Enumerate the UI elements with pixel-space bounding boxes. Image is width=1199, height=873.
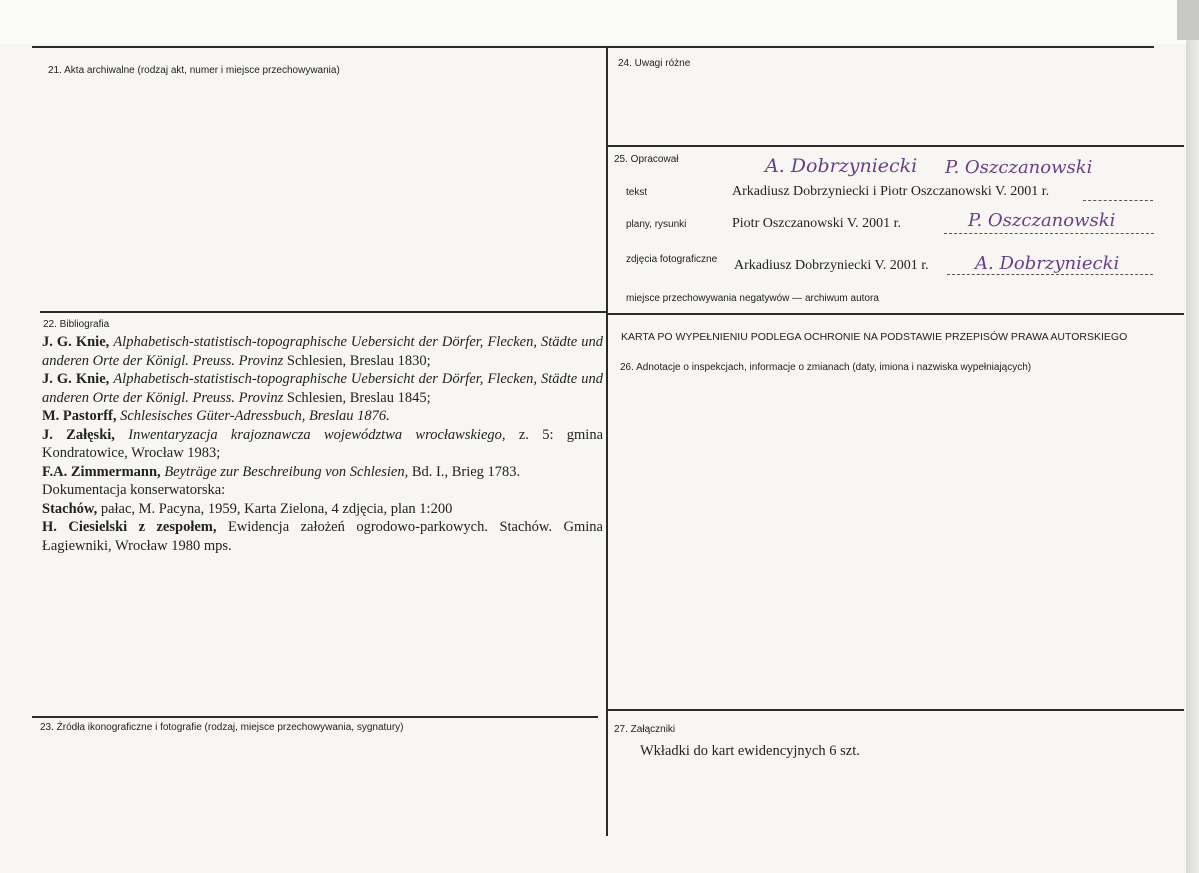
section-26-label: 26. Adnotacje o inspekcjach, informacje o zmianach (daty, imiona i nazwiska wypełniających) (620, 362, 1032, 373)
card-right-edge (1186, 0, 1199, 873)
section-22-label: 22. Bibliografia (43, 319, 110, 330)
column-divider (606, 46, 608, 836)
signature-oszczanowski: P. Oszczanowski (945, 157, 1093, 178)
rule-22-23 (32, 716, 598, 718)
section-25-label: 25. Opracował (614, 154, 679, 165)
rule-21-22 (40, 311, 606, 313)
bibliography-text (42, 333, 603, 555)
plany-dotted-line (944, 233, 1154, 234)
bibliography-entry: M. Pastorff, Schlesisches Güter-Adressbuch, Breslau 1876. (42, 408, 390, 424)
bibliography-entry: J. Załęski, Inwentaryzacja krajoznawcza województwa wrocławskiego, z. 5: gmina Kondratowice, Wrocław 1983; (42, 426, 604, 461)
copyright-notice: KARTA PO WYPEŁNIENIU PODLEGA OCHRONIE NA PODSTAWIE PRZEPISÓW PRAWA AUTORSKIEGO (621, 331, 1128, 343)
bibliography-entry: Dokumentacja konserwatorska: (42, 482, 226, 498)
plany-value: Piotr Oszczanowski V. 2001 r. (732, 216, 902, 231)
section-21-label: 21. Akta archiwalne (rodzaj akt, numer i miejsce przechowywania) (48, 65, 340, 76)
zdjecia-label: zdjęcia fotograficzne (626, 254, 718, 265)
section-23-label: 23. Źródła ikonograficzne i fotografie (rodzaj, miejsce przechowywania, sygnatury) (40, 722, 404, 733)
rule-26-27 (606, 709, 1184, 711)
signature-oszczanowski-2: P. Oszczanowski (968, 210, 1116, 231)
signature-dobrzyniecki-2: A. Dobrzyniecki (975, 253, 1120, 274)
signature-dobrzyniecki: A. Dobrzyniecki (765, 155, 918, 177)
bibliography-entry: H. Ciesielski z zespołem, Ewidencja założeń ogrodowo-parkowych. Stachów. Gmina Łagiewniki, Wrocław 1980 mps. (42, 519, 603, 554)
tekst-value: Arkadiusz Dobrzyniecki i Piotr Oszczanowski V. 2001 r. (732, 184, 1050, 199)
section-27-label: 27. Załączniki (614, 724, 676, 735)
rule-25-26 (606, 313, 1184, 315)
bibliography-entry: J. G. Knie, Alphabetisch-statistisch-topographische Uebersicht der Dörfer, Flecken, Städte und anderen Orte der Königl. Preuss. Provinz Schlesien, Breslau 1830; (42, 334, 604, 369)
section-24-label: 24. Uwagi różne (618, 58, 691, 69)
top-rule (32, 46, 1154, 48)
bibliography-entry: J. G. Knie, Alphabetisch-statistisch-topographische Uebersicht der Dörfer, Flecken, Städte und anderen Orte der Königl. Preuss. Provinz Schlesien, Breslau 1845; (42, 371, 604, 406)
card-corner (1177, 0, 1199, 40)
plany-label: plany, rysunki (626, 219, 687, 230)
bibliography-entry: F.A. Zimmermann, Beyträge zur Beschreibung von Schlesien, Bd. I., Brieg 1783. (42, 463, 521, 480)
zdjecia-dotted-line (947, 274, 1153, 275)
negatywy-label: miejsce przechowywania negatywów — archiwum autora (626, 293, 879, 304)
rule-24-25 (606, 145, 1184, 147)
tekst-label: tekst (626, 187, 648, 198)
zdjecia-value: Arkadiusz Dobrzyniecki V. 2001 r. (734, 258, 929, 273)
tekst-dotted-line (1083, 200, 1153, 201)
bibliography-entry: Stachów, pałac, M. Pacyna, 1959, Karta Zielona, 4 zdjęcia, plan 1:200 (42, 500, 453, 517)
card-top-margin (0, 0, 1199, 44)
section-27-value: Wkładki do kart ewidencyjnych 6 szt. (640, 743, 860, 759)
